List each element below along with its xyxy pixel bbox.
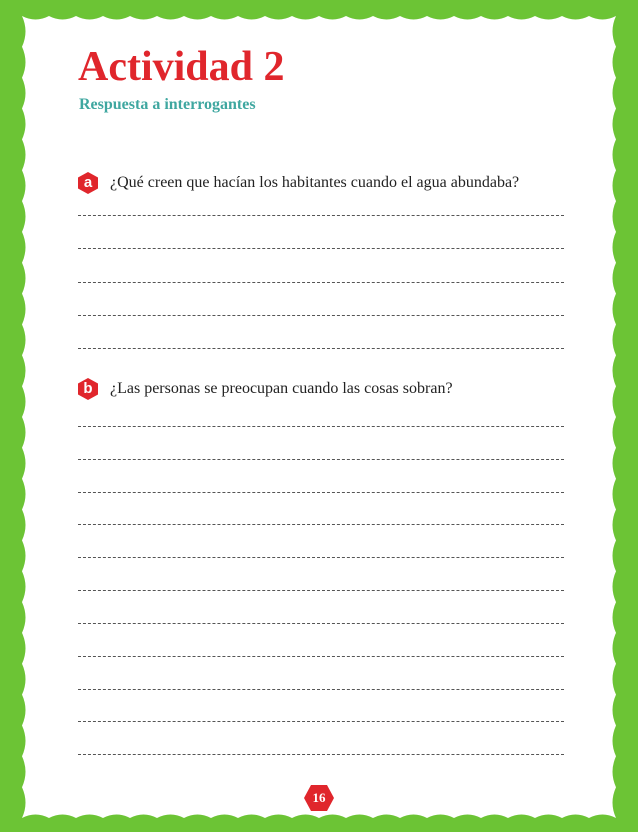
answer-line[interactable] bbox=[78, 348, 564, 349]
question-a-text: ¿Qué creen que hacían los habitantes cuando el agua abundaba? bbox=[110, 174, 520, 191]
question-b-badge bbox=[78, 378, 98, 400]
answer-line[interactable] bbox=[78, 656, 564, 657]
question-b-letter: b bbox=[83, 380, 93, 397]
question-b bbox=[78, 378, 568, 402]
question-b-text: ¿Las personas se preocupan cuando las cosas sobran? bbox=[110, 380, 453, 397]
answer-line[interactable] bbox=[78, 282, 564, 283]
page-title: Actividad 2 bbox=[78, 44, 285, 90]
answer-line[interactable] bbox=[78, 315, 564, 316]
answer-line[interactable] bbox=[78, 426, 564, 427]
answer-line[interactable] bbox=[78, 459, 564, 460]
answer-line[interactable] bbox=[78, 248, 564, 249]
page-number-badge bbox=[304, 785, 334, 811]
answer-line[interactable] bbox=[78, 557, 564, 558]
answer-line[interactable] bbox=[78, 590, 564, 591]
question-a bbox=[78, 172, 568, 196]
answer-line[interactable] bbox=[78, 689, 564, 690]
page-subtitle: Respuesta a interrogantes bbox=[79, 96, 256, 113]
page-number: 16 bbox=[312, 790, 326, 805]
answer-line[interactable] bbox=[78, 215, 564, 216]
question-a-badge bbox=[78, 172, 98, 194]
question-a-letter: a bbox=[83, 174, 93, 191]
answer-line[interactable] bbox=[78, 524, 564, 525]
answer-line[interactable] bbox=[78, 492, 564, 493]
answer-line[interactable] bbox=[78, 754, 564, 755]
answer-line[interactable] bbox=[78, 623, 564, 624]
answer-line[interactable] bbox=[78, 721, 564, 722]
